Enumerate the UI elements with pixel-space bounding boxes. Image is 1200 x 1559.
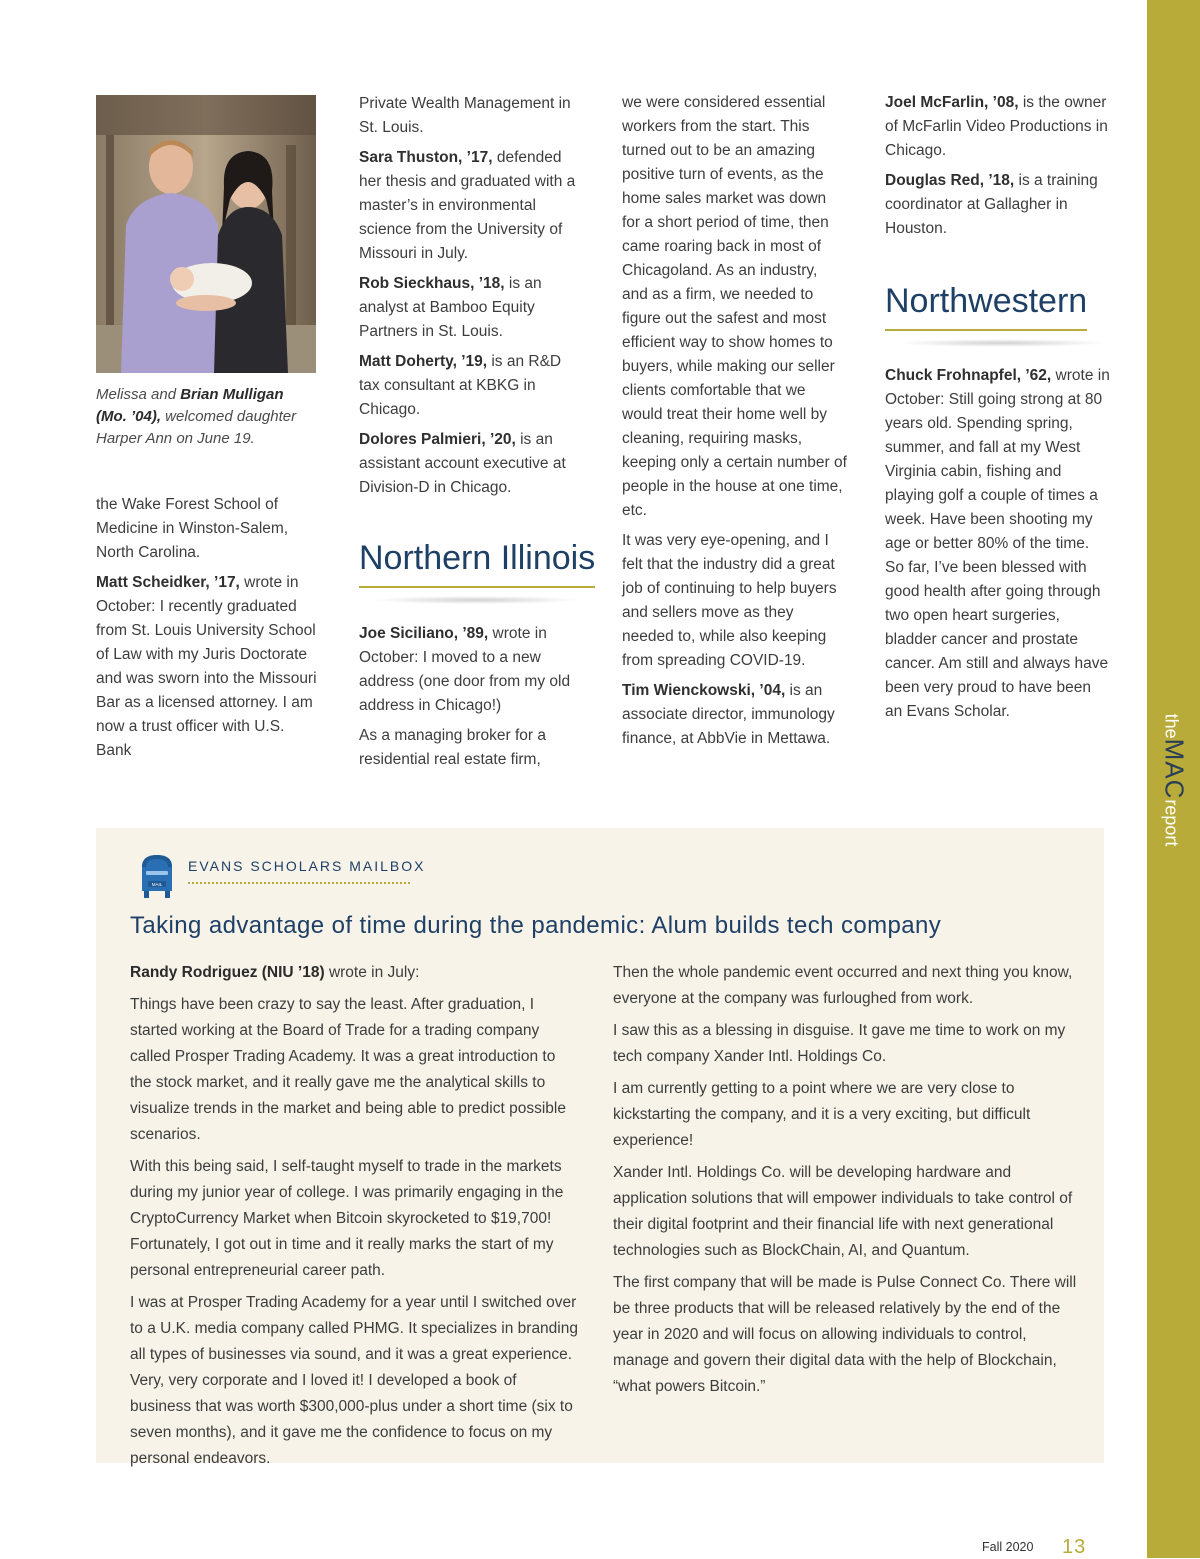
paragraph: The first company that will be made is Pulse Connect Co. There will be three products that will be released relatively by the end of the year in 2020 and will focus on allowing individuals to control, manage and govern their digital data with the help of Blockchain, “what powers Bitcoin.” xyxy=(613,1274,1077,1395)
feature-column-right xyxy=(613,960,1078,1406)
paragraph: the Wake Forest School of Medicine in Winston-Salem, North Carolina. xyxy=(96,496,289,561)
section-heading: Northwestern xyxy=(885,281,1087,331)
alumni-note: Dolores Palmieri, ’20, is an assistant account executive at Division-D in Chicago. xyxy=(359,431,566,496)
alumni-note: Chuck Frohnapfel, ’62, wrote in October: Still going strong at 80 years old. Spending spring, summer, and fall at my West Virginia cabin, fishing and playing golf a couple of times a week. Have been shooting my age or better 80% of the time. So far, I’ve been blessed with good health after going through two open heart surgeries, bladder cancer and prostate cancer. Am still and always have been very proud to have been an Evans Scholar. xyxy=(885,367,1110,720)
heading-shadow xyxy=(897,339,1107,347)
alumni-note: Tim Wienckowski, ’04, is an associate director, immunology finance, at AbbVie in Mettawa. xyxy=(622,682,835,747)
alumni-note: Sara Thuston, ’17, defended her thesis and graduated with a master’s in environmental science from the University of Missouri in July. xyxy=(359,149,576,262)
paragraph: With this being said, I self-taught myself to trade in the markets during my junior year of college. I was primarily engaging in the CryptoCurrency Market when Bitcoin skyrocketed to $19,700! Fortunately, I got out in time and it really marks the start of my personal entrepreneurial career path. xyxy=(130,1158,564,1279)
column-4 xyxy=(885,91,1110,247)
column-2 xyxy=(359,92,584,506)
paragraph: I was at Prosper Trading Academy for a year until I switched over to a U.K. media company called PHMG. It specializes in branding all types of businesses via sound, and it was a great experience. Very, very corporate and I loved it! I developed a book of business that was worth $300,000-plus under a short time (six to seven months), and it gave me the confidence to focus on my personal endeavors. xyxy=(130,1294,578,1467)
mailbox-label: EVANS SCHOLARS MAILBOX xyxy=(188,858,426,874)
column-3 xyxy=(622,91,847,757)
column-1 xyxy=(96,493,321,769)
paragraph: Randy Rodriguez (NIU ’18) wrote in July: xyxy=(130,964,420,981)
paragraph: As a managing broker for a residential real estate firm, xyxy=(359,727,546,768)
paragraph: I saw this as a blessing in disguise. It gave me time to work on my tech company Xander Intl. Holdings Co. xyxy=(613,1022,1066,1065)
issue-date: Fall 2020 xyxy=(982,1540,1034,1554)
paragraph: we were considered essential workers from the start. This turned out to be an amazing positive turn of events, as the home sales market was down for a short period of time, then came roaring back in most of Chicagoland. As an industry, and as a firm, we needed to figure out the safest and most efficient way to show homes to buyers, while making our seller clients comfortable that we would treat their home well by cleaning, requiring masks, keeping only a certain number of people in the house at one time, etc. xyxy=(622,94,847,519)
page-number: 13 xyxy=(1062,1536,1087,1558)
paragraph: It was very eye-opening, and I felt that the industry did a great job of continuing to help buyers and sellers move as they needed to, while also keeping from spreading COVID-19. xyxy=(622,532,837,669)
alumni-note: Matt Scheidker, ’17, wrote in October: I recently graduated from St. Louis University School of Law with my Juris Doctorate and was sworn into the Missouri Bar as a licensed attorney. I am now a trust officer with U.S. Bank xyxy=(96,574,317,759)
alumni-note: Matt Doherty, ’19, is an R&D tax consultant at KBKG in Chicago. xyxy=(359,353,562,418)
alumni-note: Joe Siciliano, ’89, wrote in October: I moved to a new address (one door from my old address in Chicago!) xyxy=(359,625,571,714)
photo-caption: Melissa and Brian Mulligan (Mo. ’04), welcomed daughter Harper Ann on June 19. xyxy=(96,386,297,447)
family-photo xyxy=(96,95,316,373)
section-heading: Northern Illinois xyxy=(359,538,595,588)
alumni-note: Joel McFarlin, ’08, is the owner of McFarlin Video Productions in Chicago. xyxy=(885,94,1108,159)
alumni-note: Douglas Red, ’18, is a training coordinator at Gallagher in Houston. xyxy=(885,172,1098,237)
paragraph: Things have been crazy to say the least. After graduation, I started working at the Board of Trade for a trading company called Prosper Trading Academy. It was a great introduction to the stock market, and it really gave me the analytical skills to visualize trends in the market and being able to predict possible scenarios. xyxy=(130,996,566,1143)
northwestern-header xyxy=(885,281,1125,347)
feature-title: Taking advantage of time during the pandemic: Alum builds tech company xyxy=(130,912,942,939)
magazine-brand: theMACreport xyxy=(1159,713,1190,847)
column-4b xyxy=(885,364,1110,730)
paragraph: Private Wealth Management in St. Louis. xyxy=(359,95,571,136)
paragraph: Xander Intl. Holdings Co. will be developing hardware and application solutions that will empower individuals to take control of their digital footprint and their financial life with next generational technologies such as BlockChain, AI, and Quantum. xyxy=(613,1164,1073,1259)
heading-shadow xyxy=(371,596,581,604)
northern-illinois-header xyxy=(359,538,599,604)
dotted-divider xyxy=(188,882,410,886)
paragraph: I am currently getting to a point where we are very close to kickstarting the company, and it is a very exciting, but difficult experience! xyxy=(613,1080,1031,1149)
mailbox-icon xyxy=(138,853,176,899)
paragraph: Then the whole pandemic event occurred and next thing you know, everyone at the company was furloughed from work. xyxy=(613,964,1073,1007)
svg-text:MAIL: MAIL xyxy=(151,882,163,887)
alumni-note: Rob Sieckhaus, ’18, is an analyst at Bamboo Equity Partners in St. Louis. xyxy=(359,275,542,340)
column-2b xyxy=(359,622,584,778)
feature-column-left xyxy=(130,960,578,1478)
